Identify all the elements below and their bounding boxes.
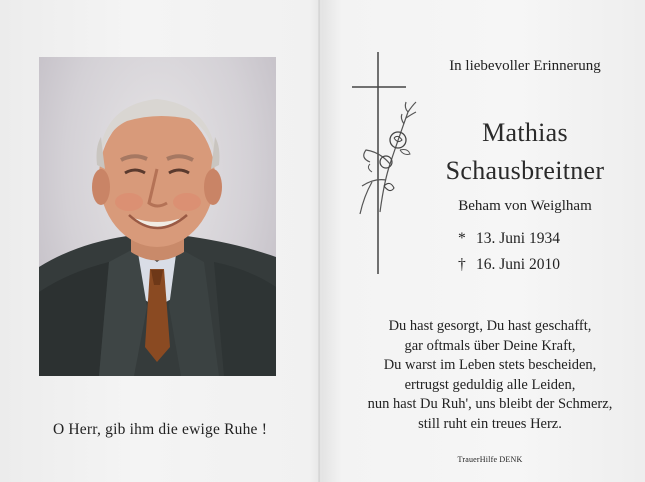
last-name: Schausbreitner — [445, 156, 605, 185]
poem-line: gar oftmals über Deine Kraft, — [404, 337, 576, 354]
prayer-text: O Herr, gib ihm die ewige Ruhe ! — [52, 421, 268, 438]
birth-date — [458, 230, 560, 248]
poem-line: Du warst im Leben stets bescheiden, — [383, 357, 597, 373]
poem — [340, 317, 640, 434]
printer-credit: TrauerHilfe DENK — [457, 455, 523, 464]
poem-line: Du hast gesorgt, Du hast geschafft, — [388, 318, 592, 334]
place-text: Beham von Weiglham — [458, 198, 592, 214]
death-symbol: † — [458, 256, 466, 273]
poem-line: nun hast Du Ruh', uns bleibt der Schmerz, — [367, 396, 613, 412]
first-name: Mathias — [482, 118, 568, 147]
portrait-photo — [39, 57, 276, 376]
death-date-text: 16. Juni 2010 — [476, 256, 560, 273]
card-fold — [318, 0, 321, 482]
death-date — [458, 256, 560, 274]
poem-line: ertrugst geduldig alle Leiden, — [404, 376, 576, 393]
header-text: In liebevoller Erinnerung — [449, 58, 601, 74]
poem-line: still ruht ein treues Herz. — [418, 415, 562, 432]
birth-symbol: * — [458, 230, 466, 247]
birth-date-text: 13. Juni 1934 — [476, 230, 560, 247]
